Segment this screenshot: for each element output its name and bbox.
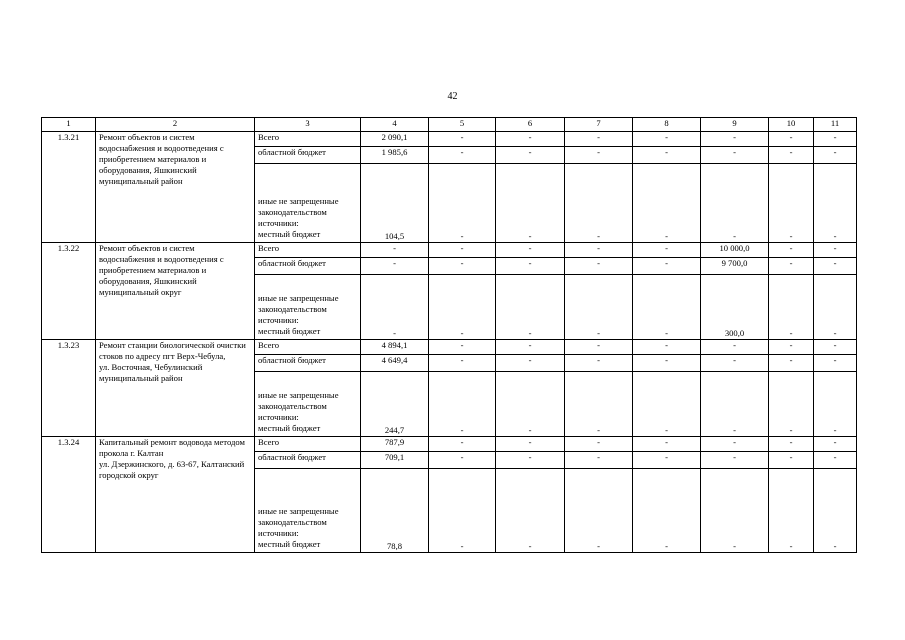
value-cell: 4 649,4 (361, 355, 429, 372)
value-cell: - (496, 132, 565, 147)
value-cell: - (429, 452, 496, 469)
value-cell: - (429, 372, 496, 437)
item-name: Капитальный ремонт водовода методом прокола г. Калтан ул. Дзержинского, д. 63-67, Калтанский городской округ (96, 437, 255, 553)
funding-source-label: областной бюджет (255, 147, 361, 164)
value-cell: - (701, 469, 769, 553)
value-cell: - (814, 132, 857, 147)
value-cell: - (496, 452, 565, 469)
value-cell: - (769, 243, 814, 258)
value-cell: - (701, 164, 769, 243)
value-cell: - (429, 258, 496, 275)
value-cell: - (361, 243, 429, 258)
value-cell: - (769, 355, 814, 372)
value-cell: - (633, 132, 701, 147)
value-cell: 10 000,0 (701, 243, 769, 258)
value-cell: - (633, 243, 701, 258)
value-cell: - (814, 355, 857, 372)
value-cell: - (814, 372, 857, 437)
value-cell: - (769, 469, 814, 553)
value-cell: - (565, 147, 633, 164)
header-cell: 4 (361, 118, 429, 132)
value-cell: - (769, 452, 814, 469)
value-cell: - (496, 258, 565, 275)
value-cell: 2 090,1 (361, 132, 429, 147)
item-name: Ремонт станции биологической очистки стоков по адресу пгт Верх-Чебула, ул. Восточная, Чебулинский муниципальный район (96, 340, 255, 437)
value-cell: - (429, 469, 496, 553)
value-cell: - (633, 147, 701, 164)
funding-source-label: иные не запрещенные законодательством источники: местный бюджет (255, 469, 361, 553)
value-cell: 104,5 (361, 164, 429, 243)
value-cell: - (361, 258, 429, 275)
item-number: 1.3.23 (42, 340, 96, 437)
value-cell: - (701, 147, 769, 164)
value-cell: - (814, 452, 857, 469)
value-cell: - (565, 355, 633, 372)
value-cell: 78,8 (361, 469, 429, 553)
funding-source-label: Всего (255, 243, 361, 258)
value-cell: - (565, 164, 633, 243)
value-cell: - (565, 132, 633, 147)
budget-table (41, 117, 857, 553)
value-cell: - (565, 340, 633, 355)
funding-source-label: иные не запрещенные законодательством источники: местный бюджет (255, 372, 361, 437)
funding-source-label: иные не запрещенные законодательством источники: местный бюджет (255, 164, 361, 243)
value-cell: - (565, 437, 633, 452)
value-cell: 1 985,6 (361, 147, 429, 164)
value-cell: - (633, 372, 701, 437)
header-row (42, 118, 857, 132)
value-cell: - (496, 164, 565, 243)
value-cell: - (814, 243, 857, 258)
value-cell: 709,1 (361, 452, 429, 469)
value-cell: - (496, 437, 565, 452)
value-cell: - (429, 147, 496, 164)
value-cell: - (496, 243, 565, 258)
value-cell: - (429, 164, 496, 243)
value-cell: - (633, 355, 701, 372)
value-cell: - (429, 243, 496, 258)
header-cell: 7 (565, 118, 633, 132)
funding-source-label: областной бюджет (255, 452, 361, 469)
value-cell: - (496, 147, 565, 164)
item-name: Ремонт объектов и систем водоснабжения и водоотведения с приобретением материалов и оборудования, Яшкинский муниципальный район (96, 132, 255, 243)
header-cell: 11 (814, 118, 857, 132)
value-cell: 9 700,0 (701, 258, 769, 275)
value-cell: 244,7 (361, 372, 429, 437)
value-cell: - (565, 452, 633, 469)
value-cell: - (701, 452, 769, 469)
value-cell: - (496, 340, 565, 355)
header-cell: 5 (429, 118, 496, 132)
value-cell: 4 894,1 (361, 340, 429, 355)
value-cell: - (633, 469, 701, 553)
funding-source-label: Всего (255, 340, 361, 355)
item-number: 1.3.24 (42, 437, 96, 553)
table-row (42, 437, 857, 452)
value-cell: - (633, 437, 701, 452)
table-row (42, 132, 857, 147)
value-cell: - (496, 355, 565, 372)
funding-source-label: Всего (255, 437, 361, 452)
value-cell: - (769, 258, 814, 275)
value-cell: - (769, 275, 814, 340)
value-cell: - (769, 372, 814, 437)
value-cell: - (496, 372, 565, 437)
value-cell: - (701, 132, 769, 147)
value-cell: - (814, 437, 857, 452)
header-cell: 9 (701, 118, 769, 132)
value-cell: - (565, 372, 633, 437)
funding-source-label: областной бюджет (255, 258, 361, 275)
item-number: 1.3.21 (42, 132, 96, 243)
value-cell: - (701, 355, 769, 372)
value-cell: - (429, 132, 496, 147)
value-cell: - (633, 340, 701, 355)
value-cell: - (701, 372, 769, 437)
header-cell: 1 (42, 118, 96, 132)
header-cell: 2 (96, 118, 255, 132)
value-cell: - (565, 469, 633, 553)
funding-source-label: областной бюджет (255, 355, 361, 372)
header-cell: 8 (633, 118, 701, 132)
value-cell: - (769, 437, 814, 452)
value-cell: - (769, 340, 814, 355)
value-cell: - (769, 132, 814, 147)
item-name: Ремонт объектов и систем водоснабжения и водоотведения с приобретением материалов и оборудования, Яшкинский муниципальный округ (96, 243, 255, 340)
funding-source-label: Всего (255, 132, 361, 147)
value-cell: - (429, 355, 496, 372)
header-cell: 3 (255, 118, 361, 132)
value-cell: - (814, 258, 857, 275)
value-cell: 300,0 (701, 275, 769, 340)
value-cell: - (565, 275, 633, 340)
table-row (42, 340, 857, 355)
value-cell: - (814, 275, 857, 340)
value-cell: - (565, 243, 633, 258)
value-cell: - (814, 164, 857, 243)
value-cell: - (633, 452, 701, 469)
value-cell: - (633, 258, 701, 275)
header-cell: 6 (496, 118, 565, 132)
value-cell: - (429, 437, 496, 452)
value-cell: - (814, 147, 857, 164)
value-cell: - (769, 164, 814, 243)
table-row (42, 243, 857, 258)
value-cell: - (429, 275, 496, 340)
page-number: 42 (447, 91, 458, 102)
value-cell: - (496, 469, 565, 553)
value-cell: - (361, 275, 429, 340)
item-number: 1.3.22 (42, 243, 96, 340)
value-cell: - (633, 164, 701, 243)
value-cell: - (633, 275, 701, 340)
value-cell: - (701, 437, 769, 452)
value-cell: - (496, 275, 565, 340)
header-cell: 10 (769, 118, 814, 132)
value-cell: - (565, 258, 633, 275)
value-cell: - (429, 340, 496, 355)
value-cell: 787,9 (361, 437, 429, 452)
value-cell: - (769, 147, 814, 164)
value-cell: - (814, 469, 857, 553)
funding-source-label: иные не запрещенные законодательством источники: местный бюджет (255, 275, 361, 340)
value-cell: - (701, 340, 769, 355)
value-cell: - (814, 340, 857, 355)
